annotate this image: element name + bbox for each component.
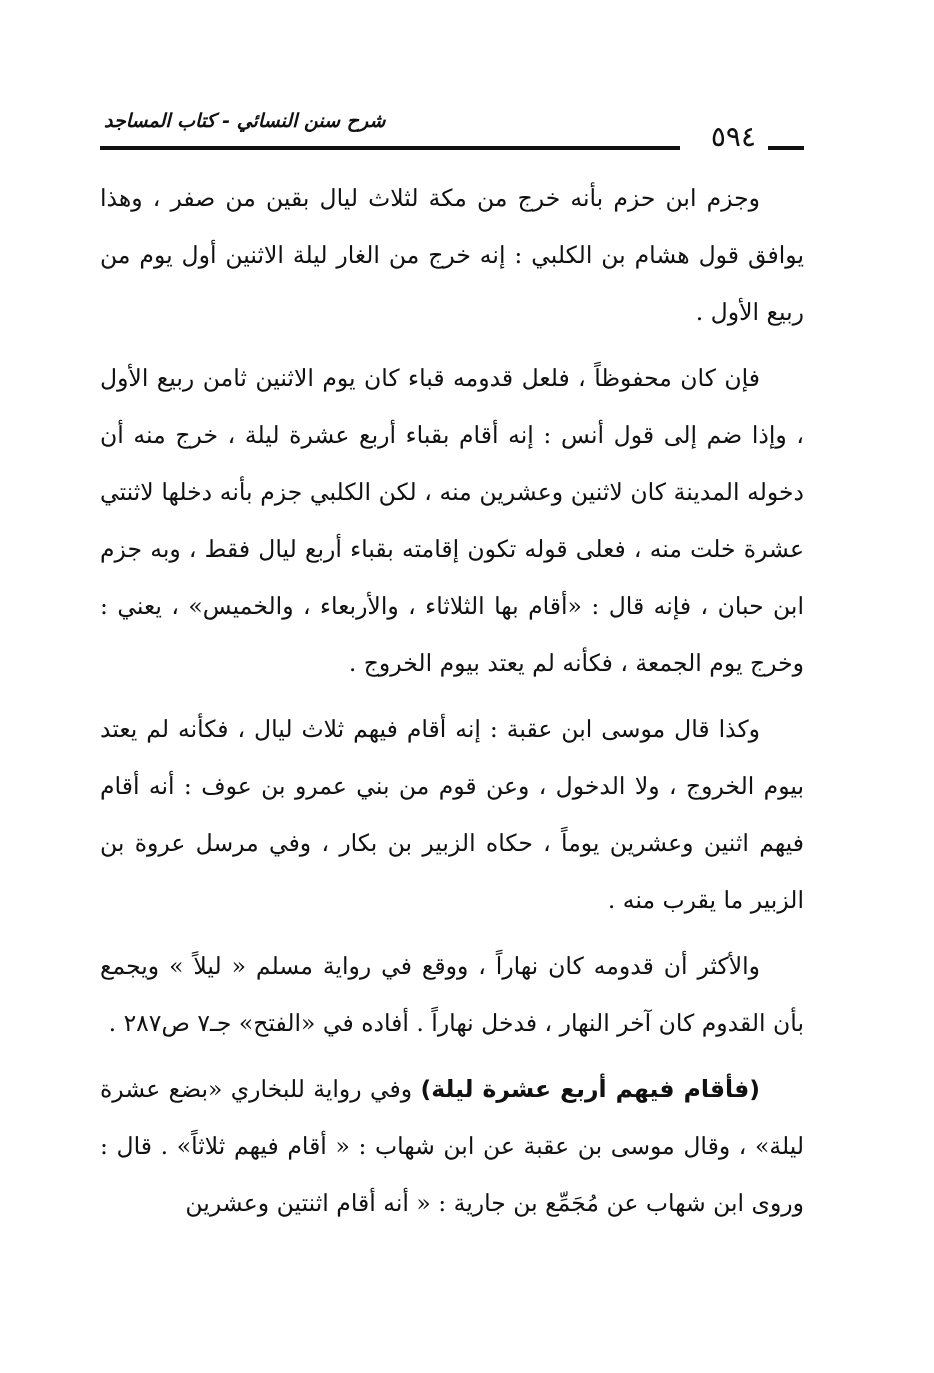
paragraph-3 bbox=[100, 701, 804, 929]
paragraph-1 bbox=[100, 170, 804, 341]
page-number: ٥٩٤ bbox=[710, 120, 756, 153]
paragraph-text: وكذا قال موسى ابن عقبة : إنه أقام فيهم ثلاث ليال ، فكأنه لم يعتد بيوم الخروج ، ولا الدخول ، وعن قوم من بني عمرو بن عوف : أنه أقام فيهم اثنين وعشرين يوماً ، حكاه الزبير بن بكار ، وفي مرسل عروة بن الزبير ما يقرب منه . bbox=[100, 715, 804, 914]
paragraph-text: وفي رواية للبخاري «بضع عشرة ليلة» ، وقال موسى بن عقبة عن ابن شهاب : « أقام فيهم ثلاثاً» . قال : وروى ابن شهاب عن مُجَمِّع بن جارية : « أنه أقام اثنتين وعشرين bbox=[100, 1075, 804, 1217]
header-rule-short bbox=[768, 146, 804, 150]
header-rule bbox=[100, 146, 680, 150]
paragraph-text: والأكثر أن قدومه كان نهاراً ، ووقع في رواية مسلم « ليلاً » ويجمع بأن القدوم كان آخر النهار ، فدخل نهاراً . أفاده في «الفتح» جـ٧ ص٢٨٧ . bbox=[100, 952, 804, 1037]
paragraph-4 bbox=[100, 938, 804, 1052]
body-text bbox=[100, 170, 804, 1232]
paragraph-2 bbox=[100, 350, 804, 692]
paragraph-text: فإن كان محفوظاً ، فلعل قدومه قباء كان يوم الاثنين ثامن ربيع الأول ، وإذا ضم إلى قول أنس : إنه أقام بقباء أربع عشرة ليلة ، خرج منه أن دخوله المدينة كان لاثنين وعشرين منه ، لكن الكلبي جزم بأنه دخلها لاثنتي عشرة خلت منه ، فعلى قوله تكون إقامته بقباء أربع ليال فقط ، وبه جزم ابن حبان ، فإنه قال : «أقام بها الثلاثاء ، والأربعاء ، والخميس» ، يعني : وخرج يوم الجمعة ، فكأنه لم يعتد بيوم الخروج . bbox=[100, 364, 804, 677]
paragraph-5 bbox=[100, 1061, 804, 1232]
hadith-quote-bold: (فأقام فيهم أربع عشرة ليلة) bbox=[420, 1075, 760, 1103]
page-header bbox=[100, 100, 804, 160]
paragraph-text: وجزم ابن حزم بأنه خرج من مكة لثلاث ليال بقين من صفر ، وهذا يوافق قول هشام بن الكلبي : إنه خرج من الغار ليلة الاثنين أول يوم من ربيع الأول . bbox=[100, 184, 804, 326]
running-title: شرح سنن النسائي - كتاب المساجد bbox=[104, 110, 386, 132]
